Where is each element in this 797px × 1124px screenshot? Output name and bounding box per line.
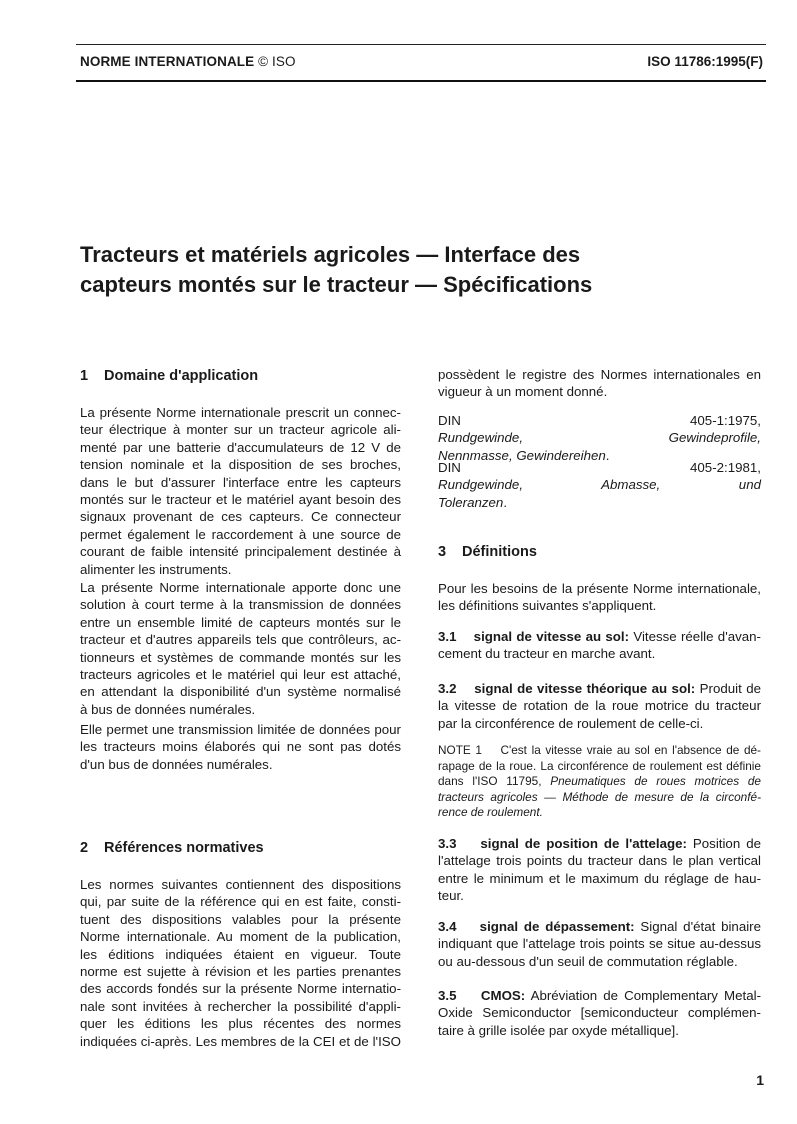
section-1-paragraph-2: La présente Norme internationale apporte donc une solution à court terme à la transmission de données entre un ensemble limité de capteurs montés sur le tracteur et d'autres appareils tels que contrôleurs, ac- tionneurs et systèmes de commande montés sur les tracteurs agricoles et le matériel qui leur est attaché, en attendant la disponibilité d'un système normalisé à bus de données numérales. xyxy=(80,580,401,717)
reference-din-405-2: DIN 405-2:1981, Rundgewinde, Abmasse, und Toleranzen. xyxy=(438,460,761,510)
section-2-continuation: possèdent le registre des Normes internationales en vigueur à un moment donné. xyxy=(438,367,761,400)
definition-3-4: 3.4 signal de dépassement: Signal d'état binaire indiquant que l'attelage trois points se situe au-dessus ou au-dessous d'un seuil de commutation réglable. xyxy=(438,919,761,969)
definition-3-1: 3.1 signal de vitesse au sol: Vitesse réelle d'avan- cement du tracteur en marche avant. xyxy=(438,629,761,662)
definition-3-2: 3.2 signal de vitesse théorique au sol: Produit de la vitesse de rotation de la roue motrice du tracteur par la circonférence de roulement de celle-ci. xyxy=(438,681,761,731)
definition-3-3: 3.3 signal de position de l'attelage: Position de l'attelage trois points du tracteur dans le plan vertical entre le minimum et le maximum du réglage de hau- teur. xyxy=(438,836,761,904)
section-3-intro: Pour les besoins de la présente Norme internationale, les définitions suivantes s'appliquent. xyxy=(438,581,761,614)
section-1-heading: 1 Domaine d'application xyxy=(80,368,259,384)
header-rule-bottom xyxy=(76,80,766,82)
header-standard-number: ISO 11786:1995(F) xyxy=(647,54,763,69)
section-1-paragraph-3: Elle permet une transmission limitée de données pour les tracteurs moins élaborés qui ne sont pas dotés d'un bus de données numérales. xyxy=(80,722,401,772)
title-line-2: capteurs montés sur le tracteur — Spécifications xyxy=(80,272,593,297)
header-standard-type xyxy=(80,54,296,69)
section-3-heading: 3 Définitions xyxy=(438,544,537,560)
section-2-heading: 2 Références normatives xyxy=(80,840,264,856)
reference-din-405-1: DIN 405-1:1975, Rundgewinde, Gewindeprofile, Nennmasse, Gewindereihen. xyxy=(438,413,761,463)
header-rule-top xyxy=(76,44,766,45)
header-norme-label: NORME INTERNATIONALE xyxy=(80,54,255,69)
note-1: NOTE 1 C'est la vitesse vraie au sol en l'absence de dé- rapage de la roue. La circonférence de roulement est définie dans l'ISO 11795, Pneumatiques de roues motrices de tracteurs agricoles — Méthode de mesure de la circonfé- rence de roulement. xyxy=(438,743,761,820)
page-number: 1 xyxy=(756,1072,764,1088)
definition-3-5: 3.5 CMOS: Abréviation de Complementary Metal- Oxide Semiconductor [semiconducteur complémen- taire à grille isolée par oxyde métallique]. xyxy=(438,988,761,1038)
header-copyright: © ISO xyxy=(258,54,296,69)
title-line-1: Tracteurs et matériels agricoles — Interface des xyxy=(80,242,581,267)
section-2-paragraph-1: Les normes suivantes contiennent des dispositions qui, par suite de la référence qui en est faite, consti- tuent des dispositions valables pour la présente Norme internationale. Au moment de la publication, les éditions indiquées étaient en vigueur. Toute norme est sujette à révision et les parties prenantes des accords fondés sur la présente Norme internatio- nale sont invitées à rechercher la possibilité d'appli- quer les éditions les plus récentes des normes indiquées ci-après. Les membres de la CEI et de l'ISO xyxy=(80,877,401,1049)
document-title xyxy=(80,240,770,300)
section-1-paragraph-1: La présente Norme internationale prescrit un connec- teur électrique à monter sur un tracteur agricole ali- menté par une batterie d'accumulateurs de 12 V de tension nominale et la disposition de ses broches, dans le but d'assurer l'interface entre les capteurs montés sur le tracteur et le matériel ayant besoin des signaux provenant de ces capteurs. Ce connecteur permet également le raccordement à une source de courant de faible intensité principalement destinée à alimenter les instruments. xyxy=(80,405,401,577)
